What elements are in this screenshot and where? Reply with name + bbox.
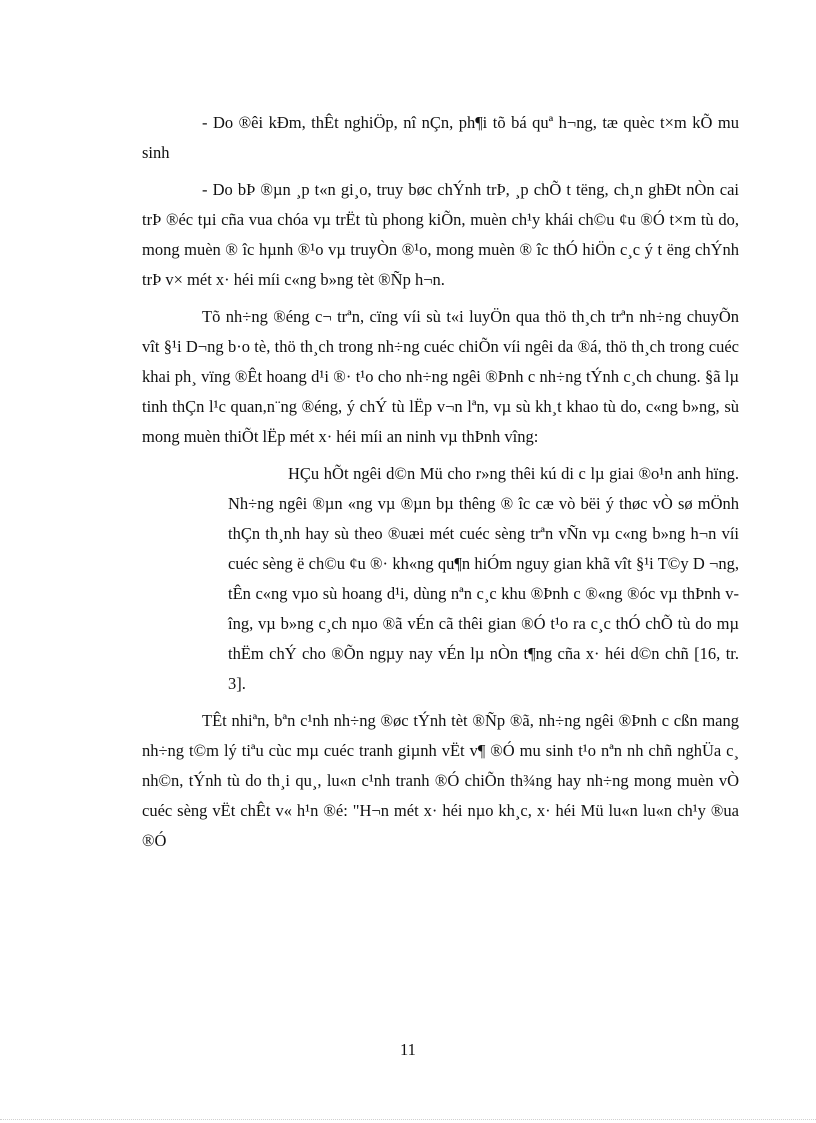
block-quote: HÇu hÕt ngêi d©n Mü cho r»ng thêi kú di c lµ giai ®o¹n anh hïng. Nh÷ng ngêi ®µn «ng vµ ®µn bµ thêng ® îc cæ vò bëi ý thøc vÒ sø mÖnh thÇn th¸nh hay sù theo ®uæi mét cuéc sèng trªn vÑn vµ c«ng b»ng h¬n víi cuéc sèng ë ch©u ¢u ®· kh«ng qu¶n hiÓm nguy gian khã vît §¹i T©y D ¬ng, tÊn c«ng vµo sù hoang d¹i, dùng nªn c¸c khu ®Þnh c ®«ng ®óc vµ thÞnh vîng, vµ b»ng c¸ch nµo ®ã vÉn cã thêi gian ®Ó t¹o ra c¸c thÓ chÕ tù do mµ thËm chÝ cho ®Õn ngµy nay vÉn lµ nÒn t¶ng cña x· héi d©n chñ [16, tr. 3]. <box>228 464 739 693</box>
paragraph-reason-poverty: - Do ®êi kÐm, thÊt nghiÖp, nî nÇn, ph¶i tõ bá quª h¬ng, tæ quèc t×m kÕ mu sinh <box>142 113 739 162</box>
paragraph-motives: Tõ nh÷ng ®éng c¬ trªn, cïng víi sù t«i luyÖn qua thö th¸ch trªn nh÷ng chuyÕn vît §¹i D¬ng b·o tè, thö th¸ch trong nh÷ng cuéc chiÕn víi ngêi da ®á, thö th¸ch trong cuéc khai ph¸ vïng ®Êt hoang d¹i ®· t¹o cho nh÷ng ngêi ®Þnh c nh÷ng tÝnh c¸ch chung. §ã lµ tinh thÇn l¹c quan,n¨ng ®éng, ý chÝ tù lËp v¬n lªn, vµ sù kh¸t khao tù do, c«ng b»ng, sù mong muèn thiÕt lËp mét x· héi míi an ninh vµ thÞnh vîng: <box>142 307 739 446</box>
paragraph-negative-traits: TÊt nhiªn, bªn c¹nh nh÷ng ®øc tÝnh tèt ®Ñp ®ã, nh÷ng ngêi ®Þnh c cßn mang nh÷ng t©m lý tiªu cùc mµ cuéc tranh giµnh vËt v¶ ®Ó mu sinh t¹o nªn nh chñ nghÜa c¸ nh©n, tÝnh tù do th¸i qu¸, lu«n c¹nh tranh ®Ó chiÕn th¾ng hay nh÷ng mong muèn vÒ cuéc sèng vËt chÊt v« h¹n ®é: "H¬n mét x· héi nµo kh¸c, x· héi Mü lu«n lu«n ch¹y ®ua ®Ó <box>142 711 739 850</box>
body-text <box>142 108 739 863</box>
page-number: 11 <box>400 1040 416 1059</box>
page-bottom-rule <box>0 1119 816 1120</box>
paragraph-reason-persecution: - Do bÞ ®µn ¸p t«n gi¸o, truy bøc chÝnh trÞ, ¸p chÕ t tëng, ch¸n ghÐt nÒn cai trÞ ®éc tµi cña vua chóa vµ trËt tù phong kiÕn, muèn ch¹y khái ch©u ¢u ®Ó t×m tù do, mong muèn ® îc hµnh ®¹o vµ truyÒn ®¹o, mong muèn ® îc thÓ hiÖn c¸c ý t ëng chÝnh trÞ v× mét x· héi míi c«ng b»ng tèt ®Ñp h¬n. <box>142 180 739 289</box>
